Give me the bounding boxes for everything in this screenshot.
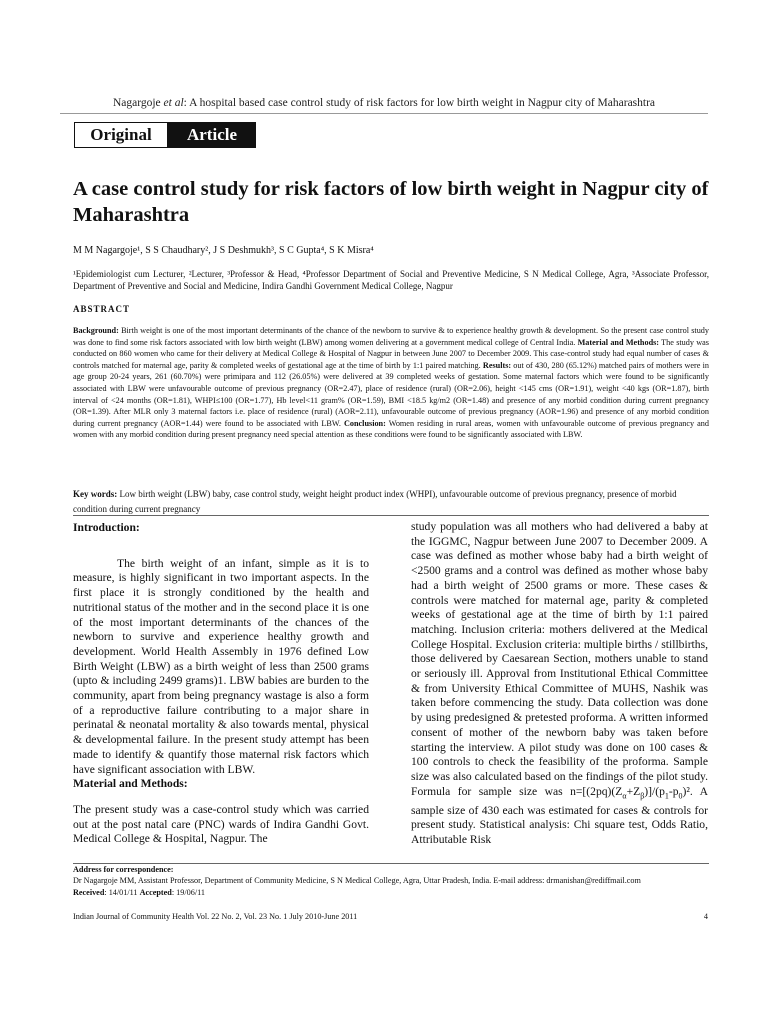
methods-heading: Material and Methods: xyxy=(73,777,188,791)
running-header-authors: Nagargoje xyxy=(112,97,164,109)
correspondence-text: Dr Nagargoje MM, Assistant Professor, Department of Community Medicine, S N Medical College, Agra, Uttar Pradesh, India. E-mail address: drmanishan@rediffmail.com xyxy=(73,875,641,885)
abstract-results-label: Results: xyxy=(482,360,512,370)
footer-rule xyxy=(73,863,709,864)
running-header xyxy=(60,96,708,110)
abstract-methods-label: Material and Methods: xyxy=(577,337,660,347)
abstract-methods-text: The study was conducted on 860 women who came for their delivery at Medical College & Hospital of Nagpur in between June 2007 to December 2009. This case-control study had equal number of cases & controls matched for maternal age, parity & completed weeks of gestational age at the time of birth by 1:1 paired matching. xyxy=(73,337,709,370)
badge-article: Article xyxy=(168,122,256,148)
abstract-heading: ABSTRACT xyxy=(73,304,131,314)
correspondence-label: Address for correspondence: xyxy=(73,865,174,874)
journal-citation: Indian Journal of Community Health Vol. 22 No. 2, Vol. 23 No. 1 July 2010-June 2011 xyxy=(73,912,358,921)
correspondence-footer xyxy=(73,865,709,899)
abstract-body xyxy=(73,325,709,441)
methods-paragraph: The present study was a case-control study which was carried out at the post natal care (PNC) wards of Indira Gandhi Govt. Medical College & Hospital, Nagpur. The xyxy=(73,802,369,846)
formula-mid: +Z xyxy=(626,784,641,798)
keywords-text: Low birth weight (LBW) baby, case control study, weight height product index (WHPI), unfavourable outcome of previous pregnancy, presence of morbid condition during current pregnancy xyxy=(73,489,677,514)
badge-original: Original xyxy=(74,122,168,148)
formula-minus: -p xyxy=(668,784,679,798)
running-header-etal: et al xyxy=(163,97,184,109)
accepted-label: Accepted xyxy=(139,888,172,897)
paper-title: A case control study for risk factors of low birth weight in Nagpur city of Maharashtra xyxy=(73,178,709,226)
methods-continued-paragraph xyxy=(411,520,708,848)
abstract-background-label: Background: xyxy=(73,326,119,335)
keywords xyxy=(73,487,709,517)
page-number: 4 xyxy=(703,912,708,921)
formula-rest: )]/(p xyxy=(644,784,665,798)
author-list: M M Nagargoje¹, S S Chaudhary², J S Deshmukh³, S C Gupta⁴, S K Misra⁴ xyxy=(73,245,374,256)
keywords-label: Key words: xyxy=(73,489,118,499)
abstract-conclusion-label: Conclusion: xyxy=(343,418,386,428)
body-column-right xyxy=(411,520,708,848)
abstract-background-text: Birth weight is one of the most important determinants of the chance of the newborn to survive & to experience healthy growth & development. So the present case control study was done to find some risk factors associated with low birth weight (LBW) among women delivering at a government medical college of Central India. xyxy=(73,326,709,347)
article-type-badge xyxy=(74,122,256,148)
formula-sub-1: 1 xyxy=(664,790,669,800)
abstract-results-text: out of 430, 280 (65.12%) matched pairs of mothers were in age group 20-24 years, 261 (60.70%) were primipara and 112 (26.05%) were delivered at 39 completed weeks of gestation. Some maternal factors which were found to be significantly associated with LBW were unfavourable outcome of previous pregnancy (OR=2.47), place of residence (rural) (OR=2.06), height <145 cms (OR=1.91), weight <40 kgs (OR=1.87), birth interval of <24 months (OR=1.81), WHPI≤100 (OR=1.77), Hb level<11 gram% (OR=1.59), BMI <18.5 kg/m2 (OR=1.48) and presence of any morbid condition during current pregnancy (OR=1.39). After MLR only 3 maternal factors i.e. place of residence (rural) (AOR=2.11), unfavourable outcome of previous pregnancy (AOR=1.96) and presence of any morbid condition during current pregnancy (AOR=1.44) were found to be associated with LBW. xyxy=(73,360,709,428)
affiliations: ¹Epidemiologist cum Lecturer, ²Lecturer, ³Professor & Head, ⁴Professor Department of Social and Preventive Medicine, S N Medical College, Agra, ³Associate Professor, Department of Preventive and Social and Medicine, Indira Gandhi Government Medical College, Nagpur xyxy=(73,269,709,291)
body-column-left xyxy=(73,521,369,847)
header-rule xyxy=(60,113,708,114)
keywords-rule xyxy=(73,515,709,516)
received-date: : 14/01/11 xyxy=(104,888,140,897)
formula-sub-0: 0 xyxy=(678,790,683,800)
methods-continued-text: study population was all mothers who had delivered a baby at the IGGMC, Nagpur between June 2007 to December 2009. A case was defined as mother whose baby had a birth weight of <2500 grams and a control was defined as mother whose baby had a birth weight of 2500 grams or more. These cases & controls were matched for maternal age, parity & completed weeks of gestational age at the time of birth by 1:1 paired matching. Inclusion criteria: mothers delivered at the Medical College Hospital. Exclusion criteria: multiple births / stillbirths, those delivered by Caesarean Section, mothers unable to stand or seriously ill. Approval from Institutional Ethical Committee & from University Ethical Committee of MUHS, Nashik was taken before commencing the study. Data collection was done by using predesigned & pretested proforma. A written informed consent of mother of the newborn baby was taken before starting the interview. A pilot study was done on 100 cases & 100 controls to check the feasibility of the proforma. Sample size was also calculated based on the findings of the pilot study. Formula for sample size was n=[(2pq)(Z xyxy=(411,520,708,798)
accepted-date: : 19/06/11 xyxy=(171,888,205,897)
formula-sub-alpha: α xyxy=(622,790,627,800)
formula-sub-beta: β xyxy=(640,790,645,800)
abstract-conclusion-text: Women residing in rural areas, women with unfavourable outcome of previous pregnancy and women with any morbid condition during present pregnancy need special attention as these conditions were found to be significantly associated with LBW. xyxy=(73,418,709,440)
introduction-heading: Introduction: xyxy=(73,521,140,534)
running-header-title: : A hospital based case control study of risk factors for low birth weight in Nagpur city of Maharashtra xyxy=(183,97,656,109)
introduction-paragraph: The birth weight of an infant, simple as it is to measure, is highly significant in two important aspects. In the first place it is strongly conditioned by the health and nutritional status of the mother and in the second place it is one of the most important determinants of the chances of the newborn to survive and experience healthy growth and development. World Health Assembly in 1976 defined Low Birth Weight (LBW) as a birth weight of less than 2500 grams (upto & including 2499 grams)1. LBW babies are burden to the community, apart from being pregnancy wastage is also a form of a reproductive failure contributing to a major share in perinatal & neonatal mortality & also towards mental, physical & developmental failure. In the present study attempt has been made to identify & quantify those maternal risk factors which have significant association with LBW. xyxy=(73,556,369,776)
formula-end: )². A sample size of 430 each was estimated for cases & controls for present study. Statistical analysis: Chi square test, Odds Ratio, Attributable Risk xyxy=(411,784,708,847)
received-label: Received xyxy=(73,888,105,897)
